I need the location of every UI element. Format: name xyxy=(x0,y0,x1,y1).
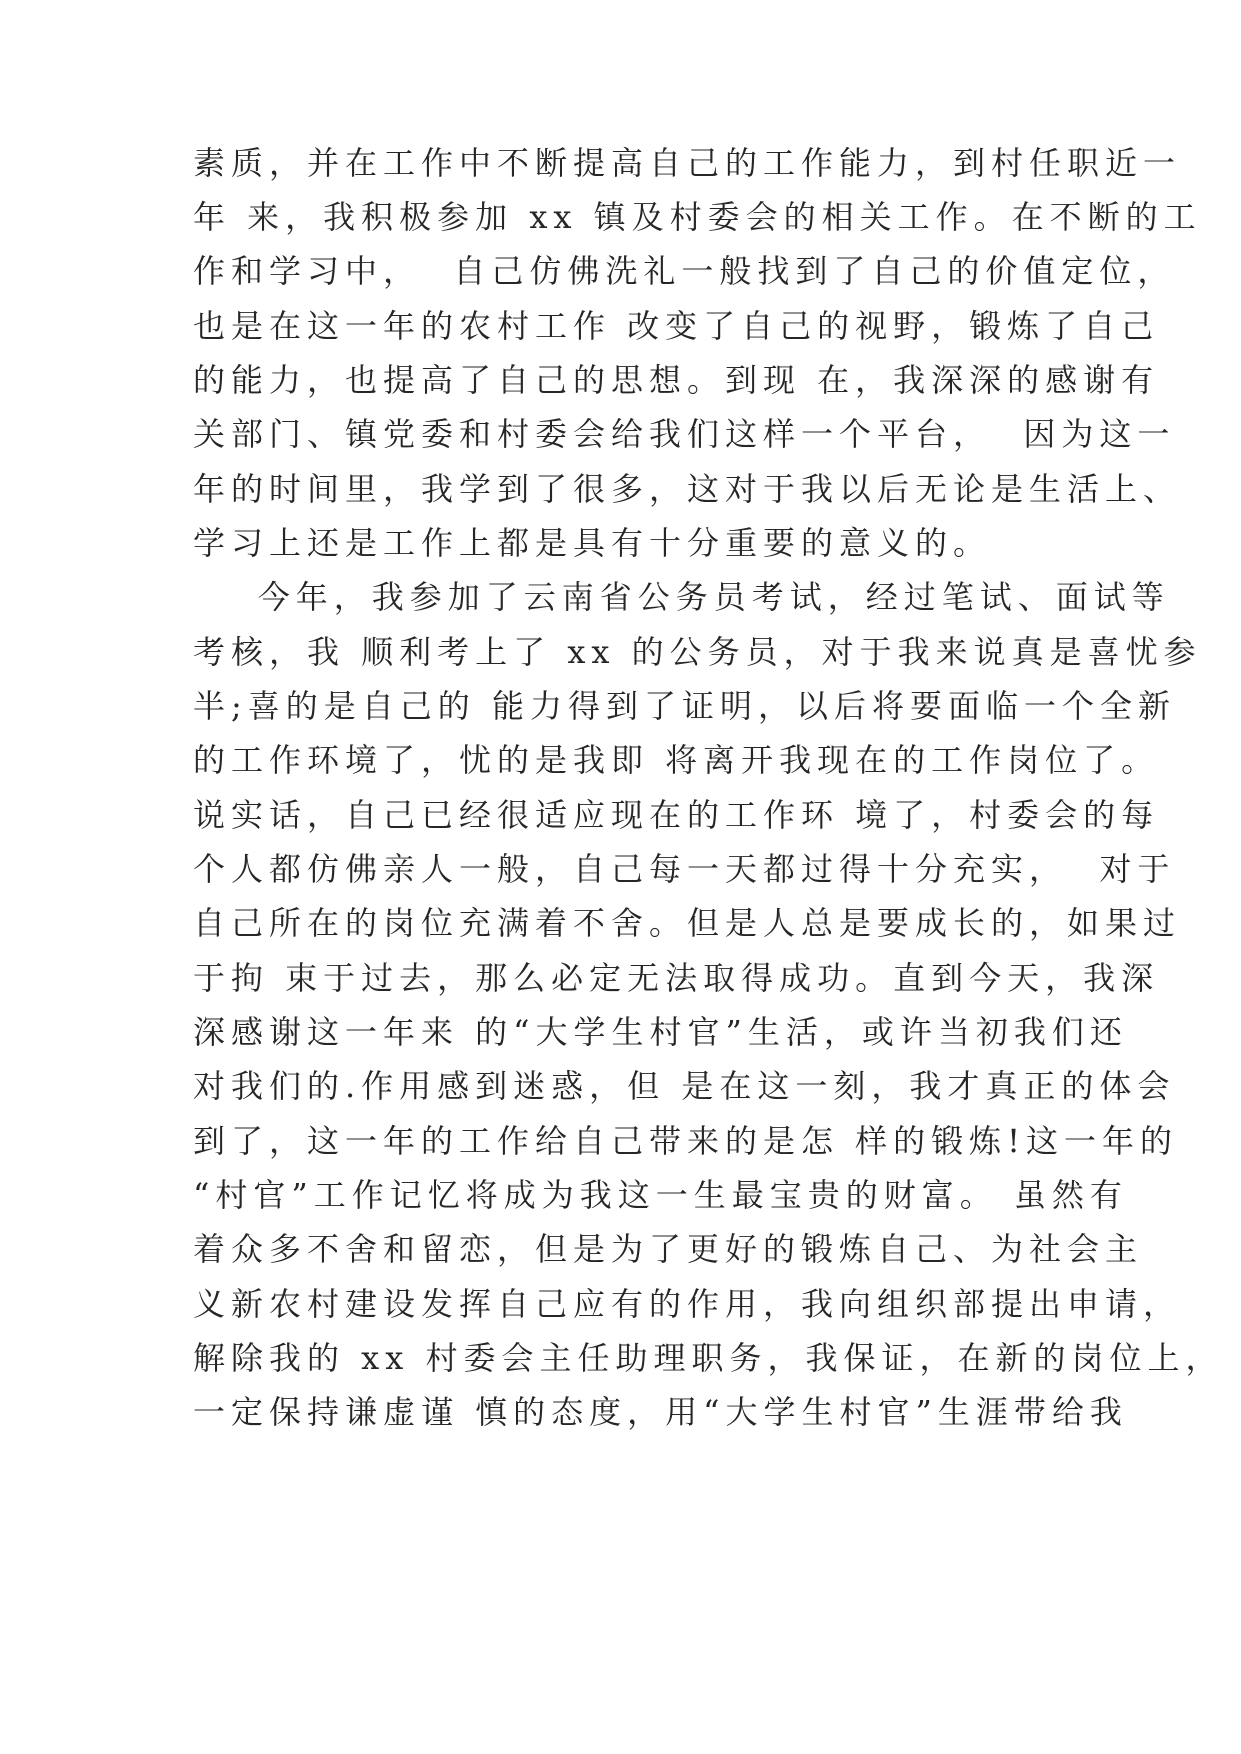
text-line: 年的时间里，我学到了很多，这对于我以后无论是生活上、 xyxy=(193,470,1182,508)
text-line: 素质，并在工作中不断提高自己的工作能力，到村任职近一 xyxy=(193,144,1182,182)
text-line: 着众多不舍和留恋，但是为了更好的锻炼自己、为社会主 xyxy=(193,1230,1144,1268)
text-line: 深感谢这一年来 的“大学生村官”生活，或许当初我们还 xyxy=(193,1013,1128,1051)
text-line: 义新农村建设发挥自己应有的作用，我向组织部提出申请， xyxy=(193,1285,1182,1323)
text-line: 学习上还是工作上都是具有十分重要的意义的。 xyxy=(193,524,992,562)
text-line: 年 来，我积极参加 xx 镇及村委会的相关工作。在不断的工 xyxy=(193,198,1202,236)
text-line: 的能力，也提高了自己的思想。到现 在，我深深的感谢有 xyxy=(193,361,1160,399)
text-line: 关部门、镇党委和村委会给我们这样一个平台， 因为这一 xyxy=(193,415,1176,453)
text-line: 半;喜的是自己的 能力得到了证明，以后将要面临一个全新 xyxy=(193,687,1176,725)
text-line: 解除我的 xx 村委会主任助理职务，我保证，在新的岗位上， xyxy=(193,1339,1224,1377)
text-line: “村官”工作记忆将成为我这一生最宝贵的财富。 虽然有 xyxy=(193,1176,1128,1214)
text-line: 自己所在的岗位充满着不舍。但是人总是要成长的，如果过 xyxy=(193,904,1182,942)
text-line: 个人都仿佛亲人一般，自己每一天都过得十分充实， 对于 xyxy=(193,850,1176,888)
text-line: 说实话，自己已经很适应现在的工作环 境了，村委会的每 xyxy=(193,796,1160,834)
text-line: 今年，我参加了云南省公务员考试，经过笔试、面试等 xyxy=(193,578,1170,616)
text-line: 考核，我 顺利考上了 xx 的公务员，对于我来说真是喜忧参 xyxy=(193,633,1202,671)
text-line: 的工作环境了，忧的是我即 将离开我现在的工作岗位了。 xyxy=(193,741,1160,779)
text-line: 也是在这一年的农村工作 改变了自己的视野，锻炼了自己 xyxy=(193,307,1160,345)
text-line: 于拘 束于过去，那么必定无法取得成功。直到今天，我深 xyxy=(193,959,1160,997)
text-line: 对我们的.作用感到迷惑，但 是在这一刻，我才真正的体会 xyxy=(193,1067,1176,1105)
text-line: 到了，这一年的工作给自己带来的是怎 样的锻炼!这一年的 xyxy=(193,1122,1179,1160)
text-line: 一定保持谦虚谨 慎的态度，用“大学生村官”生涯带给我 xyxy=(193,1393,1128,1431)
text-line: 作和学习中， 自己仿佛洗礼一般找到了自己的价值定位， xyxy=(193,252,1176,290)
